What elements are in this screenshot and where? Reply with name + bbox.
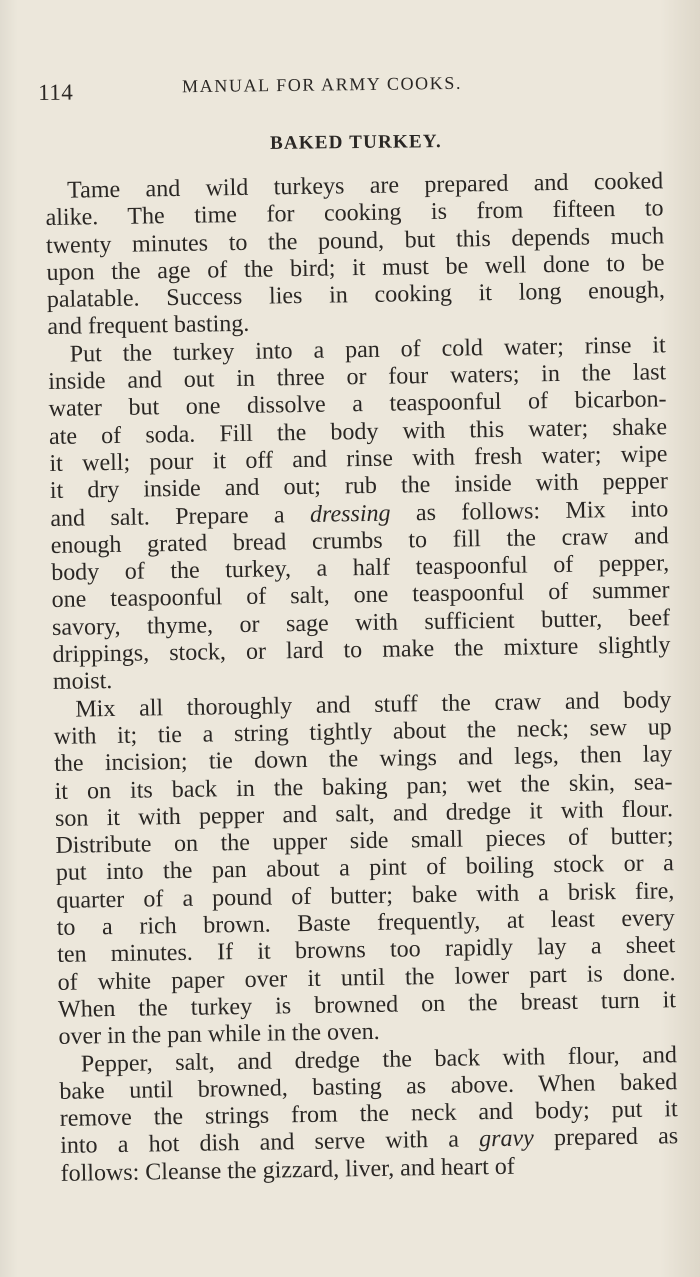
text-line: water but one dissolve a teaspoonful of bicarbon- <box>48 386 667 423</box>
text-line: one teaspoonful of salt, one teaspoonful of summer <box>51 577 670 614</box>
text-line: enough grated bread crumbs to fill the craw and <box>50 523 669 559</box>
page-number: 114 <box>38 79 74 105</box>
text-line: it well; pour it off and rinse with fresh water; wipe <box>49 441 668 477</box>
text-line: quarter of a pound of butter; bake with a brisk fire, <box>56 877 675 914</box>
text-line: moist. <box>52 668 113 696</box>
text-line: it dry inside and out; rub the inside with pepper <box>49 468 669 505</box>
paragraph <box>45 168 665 341</box>
paragraph <box>48 332 671 697</box>
text-line: remove the strings from the neck and body; put it <box>59 1096 678 1132</box>
text-line: Distribute on the upper side small pieces of butter; <box>55 823 674 860</box>
text-line: bake until browned, basting as above. When baked <box>59 1068 678 1105</box>
text-line: ate of soda. Fill the body with this water; shake <box>48 413 668 450</box>
text-line: palatable. Success lies in cooking it long enough, <box>46 277 666 314</box>
text-line: When the turkey is browned on the breast turn it <box>57 987 677 1023</box>
running-head <box>38 70 668 112</box>
text-line: to a rich brown. Baste frequently, at least every <box>56 905 675 941</box>
text-line: inside and out in three or four waters; in the last <box>48 359 667 396</box>
text-line: upon the age of the bird; it must be well done to be <box>46 250 665 286</box>
text-line: twenty minutes to the pound, but this depends much <box>45 222 665 259</box>
text-line: over in the pan while in the oven. <box>58 1019 380 1051</box>
text-line: follows: Cleanse the gizzard, liver, and heart of <box>60 1153 516 1187</box>
text-line: alike. The time for cooking is from fifteen to <box>45 195 664 232</box>
italic-term: gravy <box>478 1125 534 1153</box>
italic-term: dressing <box>309 500 391 528</box>
text-line: put into the pan about a pint of boiling stock or a <box>55 850 675 887</box>
text-line: Pepper, salt, and dredge the back with flour, and <box>80 1041 678 1078</box>
text-line: into a hot dish and serve with a gravy prepared as <box>60 1123 679 1160</box>
text-line: the incision; tie down the wings and legs, then lay <box>54 741 673 778</box>
paragraph <box>53 687 676 1052</box>
text-line: savory, thyme, or sage with sufficient butter, beef <box>51 604 671 641</box>
running-title: MANUAL FOR ARMY COOKS. <box>181 72 463 97</box>
text-line: with it; tie a string tightly about the neck; sew up <box>53 714 672 750</box>
text-line: ten minutes. If it browns too rapidly lay a sheet <box>57 932 676 969</box>
text-line: and salt. Prepare a dressing as follows: Mix into <box>50 495 669 532</box>
section-heading: BAKED TURKEY. <box>269 131 443 154</box>
body-text <box>45 168 679 1188</box>
text-line: body of the turkey, a half teaspoonful of pepper, <box>51 550 670 587</box>
text-line: it on its back in the baking pan; wet the skin, sea- <box>54 768 673 805</box>
text-line: drippings, stock, or lard to make the mixture slightly <box>52 632 671 668</box>
text-line: son it with pepper and salt, and dredge it with flour. <box>54 796 674 832</box>
text-line: Tame and wild turkeys are prepared and cooked <box>66 168 664 204</box>
paragraph <box>59 1042 679 1188</box>
text-line: of white paper over it until the lower part is done. <box>57 959 676 996</box>
text-line: Put the turkey into a pan of cold water; rinse it <box>69 332 666 368</box>
text-line: Mix all thoroughly and stuff the craw and body <box>75 686 672 723</box>
text-line: and frequent basting. <box>47 311 250 341</box>
